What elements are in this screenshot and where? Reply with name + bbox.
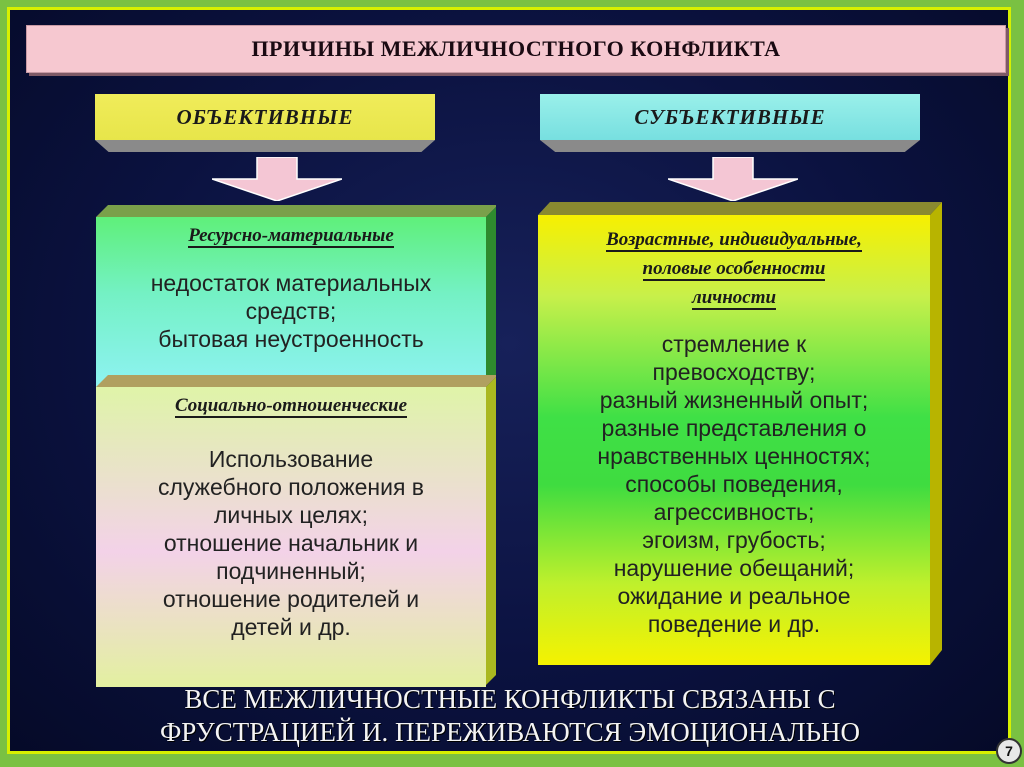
down-arrow-left-icon <box>212 157 342 201</box>
resource-material-box <box>96 217 486 387</box>
social-relations-box <box>96 387 486 687</box>
category-objective: ОБЪЕКТИВНЫЕ <box>95 94 435 140</box>
resource-text: недостаток материальных средств; бытовая неустроенность <box>150 270 432 352</box>
slide-title: ПРИЧИНЫ МЕЖЛИЧНОСТНОГО КОНФЛИКТА <box>26 25 1006 73</box>
personal-heading: Возрастные, индивидуальные, половые особенности личности <box>606 229 862 308</box>
personal-features-box <box>538 215 930 665</box>
down-arrow-right-icon <box>668 157 798 201</box>
category-subjective: СУБЪЕКТИВНЫЕ <box>540 94 920 140</box>
personal-text: стремление к превосходству; разный жизненный опыт; разные представления о нравственных ценностях; способы поведения, агрессивность; эгоизм, грубость; нарушение обещаний; ожидание и реальное поведение и др. <box>597 331 871 637</box>
conclusion-text: ВСЕ МЕЖЛИЧНОСТНЫЕ КОНФЛИКТЫ СВЯЗАНЫ С ФРУСТРАЦИЕЙ И. ПЕРЕЖИВАЮТСЯ ЭМОЦИОНАЛЬНО <box>159 684 861 747</box>
tab-shadow-right <box>540 140 920 152</box>
social-text: Использование служебного положения в личных целях; отношение начальник и подчиненный; отношение родителей и детей и др. <box>157 446 425 640</box>
resource-heading: Ресурсно-материальные <box>188 225 394 246</box>
social-heading: Социально-отношенческие <box>174 395 408 416</box>
tab-shadow-left <box>95 140 435 152</box>
page-number-badge: 7 <box>996 738 1022 764</box>
